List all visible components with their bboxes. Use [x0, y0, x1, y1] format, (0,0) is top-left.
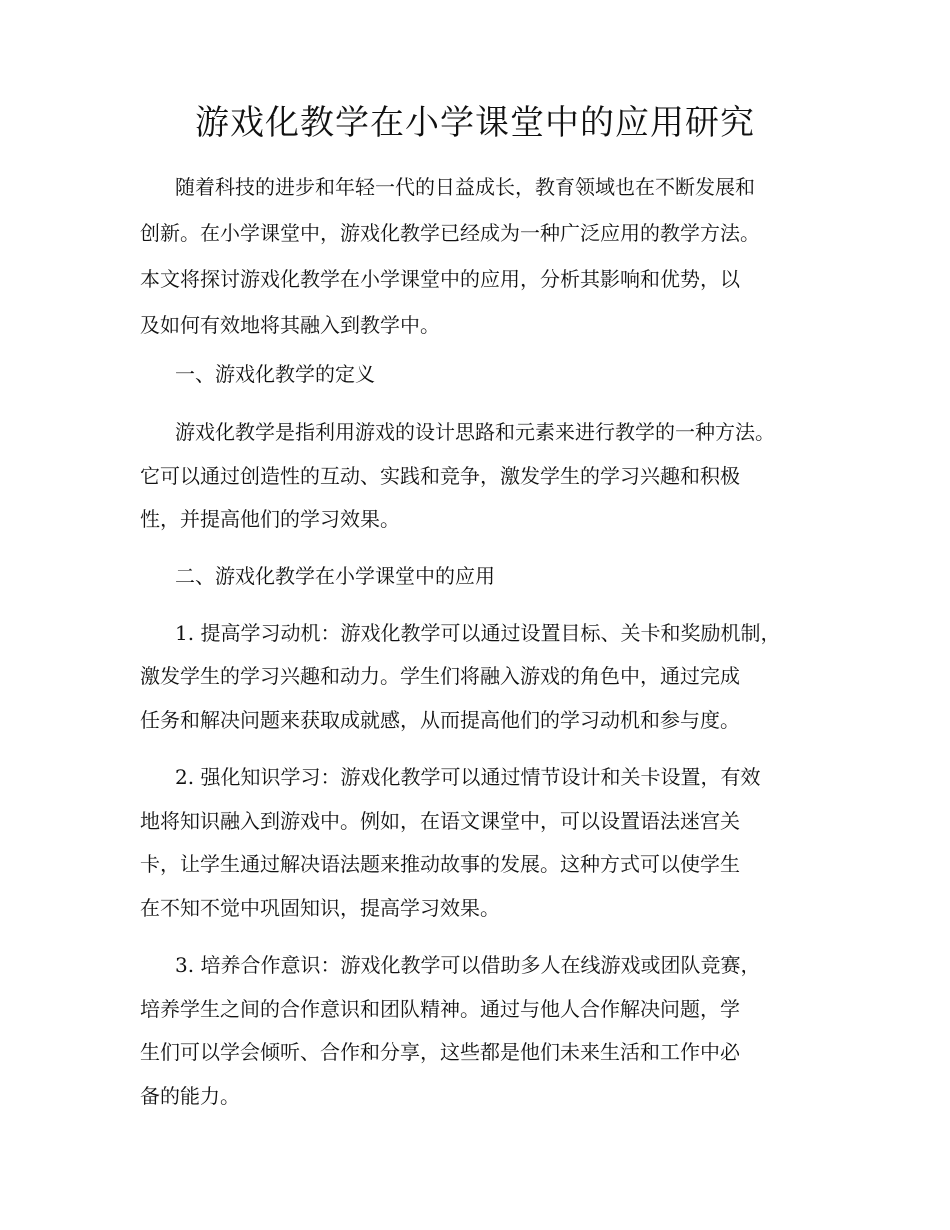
section-heading: 二、游戏化教学在小学课堂中的应用	[175, 564, 495, 588]
paragraph-line: 培养学生之间的合作意识和团队精神。通过与他人合作解决问题，学	[140, 997, 740, 1021]
paragraph-line: 2. 强化知识学习：游戏化教学可以通过情节设计和关卡设置，有效	[175, 765, 761, 789]
paragraph-line: 本文将探讨游戏化教学在小学课堂中的应用，分析其影响和优势，以	[140, 267, 740, 291]
paragraph-line: 性，并提高他们的学习效果。	[140, 507, 400, 531]
paragraph-line: 地将知识融入到游戏中。例如，在语文课堂中，可以设置语法迷宫关	[140, 809, 740, 833]
paragraph-line: 激发学生的学习兴趣和动力。学生们将融入游戏的角色中，通过完成	[140, 664, 740, 688]
paragraph-line: 1. 提高学习动机：游戏化教学可以通过设置目标、关卡和奖励机制，	[175, 621, 781, 645]
paragraph-line: 在不知不觉中巩固知识，提高学习效果。	[140, 896, 500, 920]
paragraph-line: 生们可以学会倾听、合作和分享，这些都是他们未来生活和工作中必	[140, 1040, 740, 1064]
paragraph-line: 游戏化教学是指利用游戏的设计思路和元素来进行教学的一种方法。	[175, 420, 775, 444]
paragraph-line: 卡，让学生通过解决语法题来推动故事的发展。这种方式可以使学生	[140, 852, 740, 876]
paragraph-line: 随着科技的进步和年轻一代的日益成长，教育领域也在不断发展和	[175, 175, 755, 199]
paragraph-line: 及如何有效地将其融入到教学中。	[140, 313, 440, 337]
paragraph-line: 它可以通过创造性的互动、实践和竞争，激发学生的学习兴趣和积极	[140, 464, 740, 488]
paragraph-line: 3. 培养合作意识：游戏化教学可以借助多人在线游戏或团队竞赛，	[175, 953, 761, 977]
document-title: 游戏化教学在小学课堂中的应用研究	[195, 103, 755, 143]
paragraph-line: 备的能力。	[140, 1084, 240, 1108]
section-heading: 一、游戏化教学的定义	[175, 362, 375, 386]
paragraph-line: 创新。在小学课堂中，游戏化教学已经成为一种广泛应用的教学方法。	[140, 221, 760, 245]
paragraph-line: 任务和解决问题来获取成就感，从而提高他们的学习动机和参与度。	[140, 708, 740, 732]
